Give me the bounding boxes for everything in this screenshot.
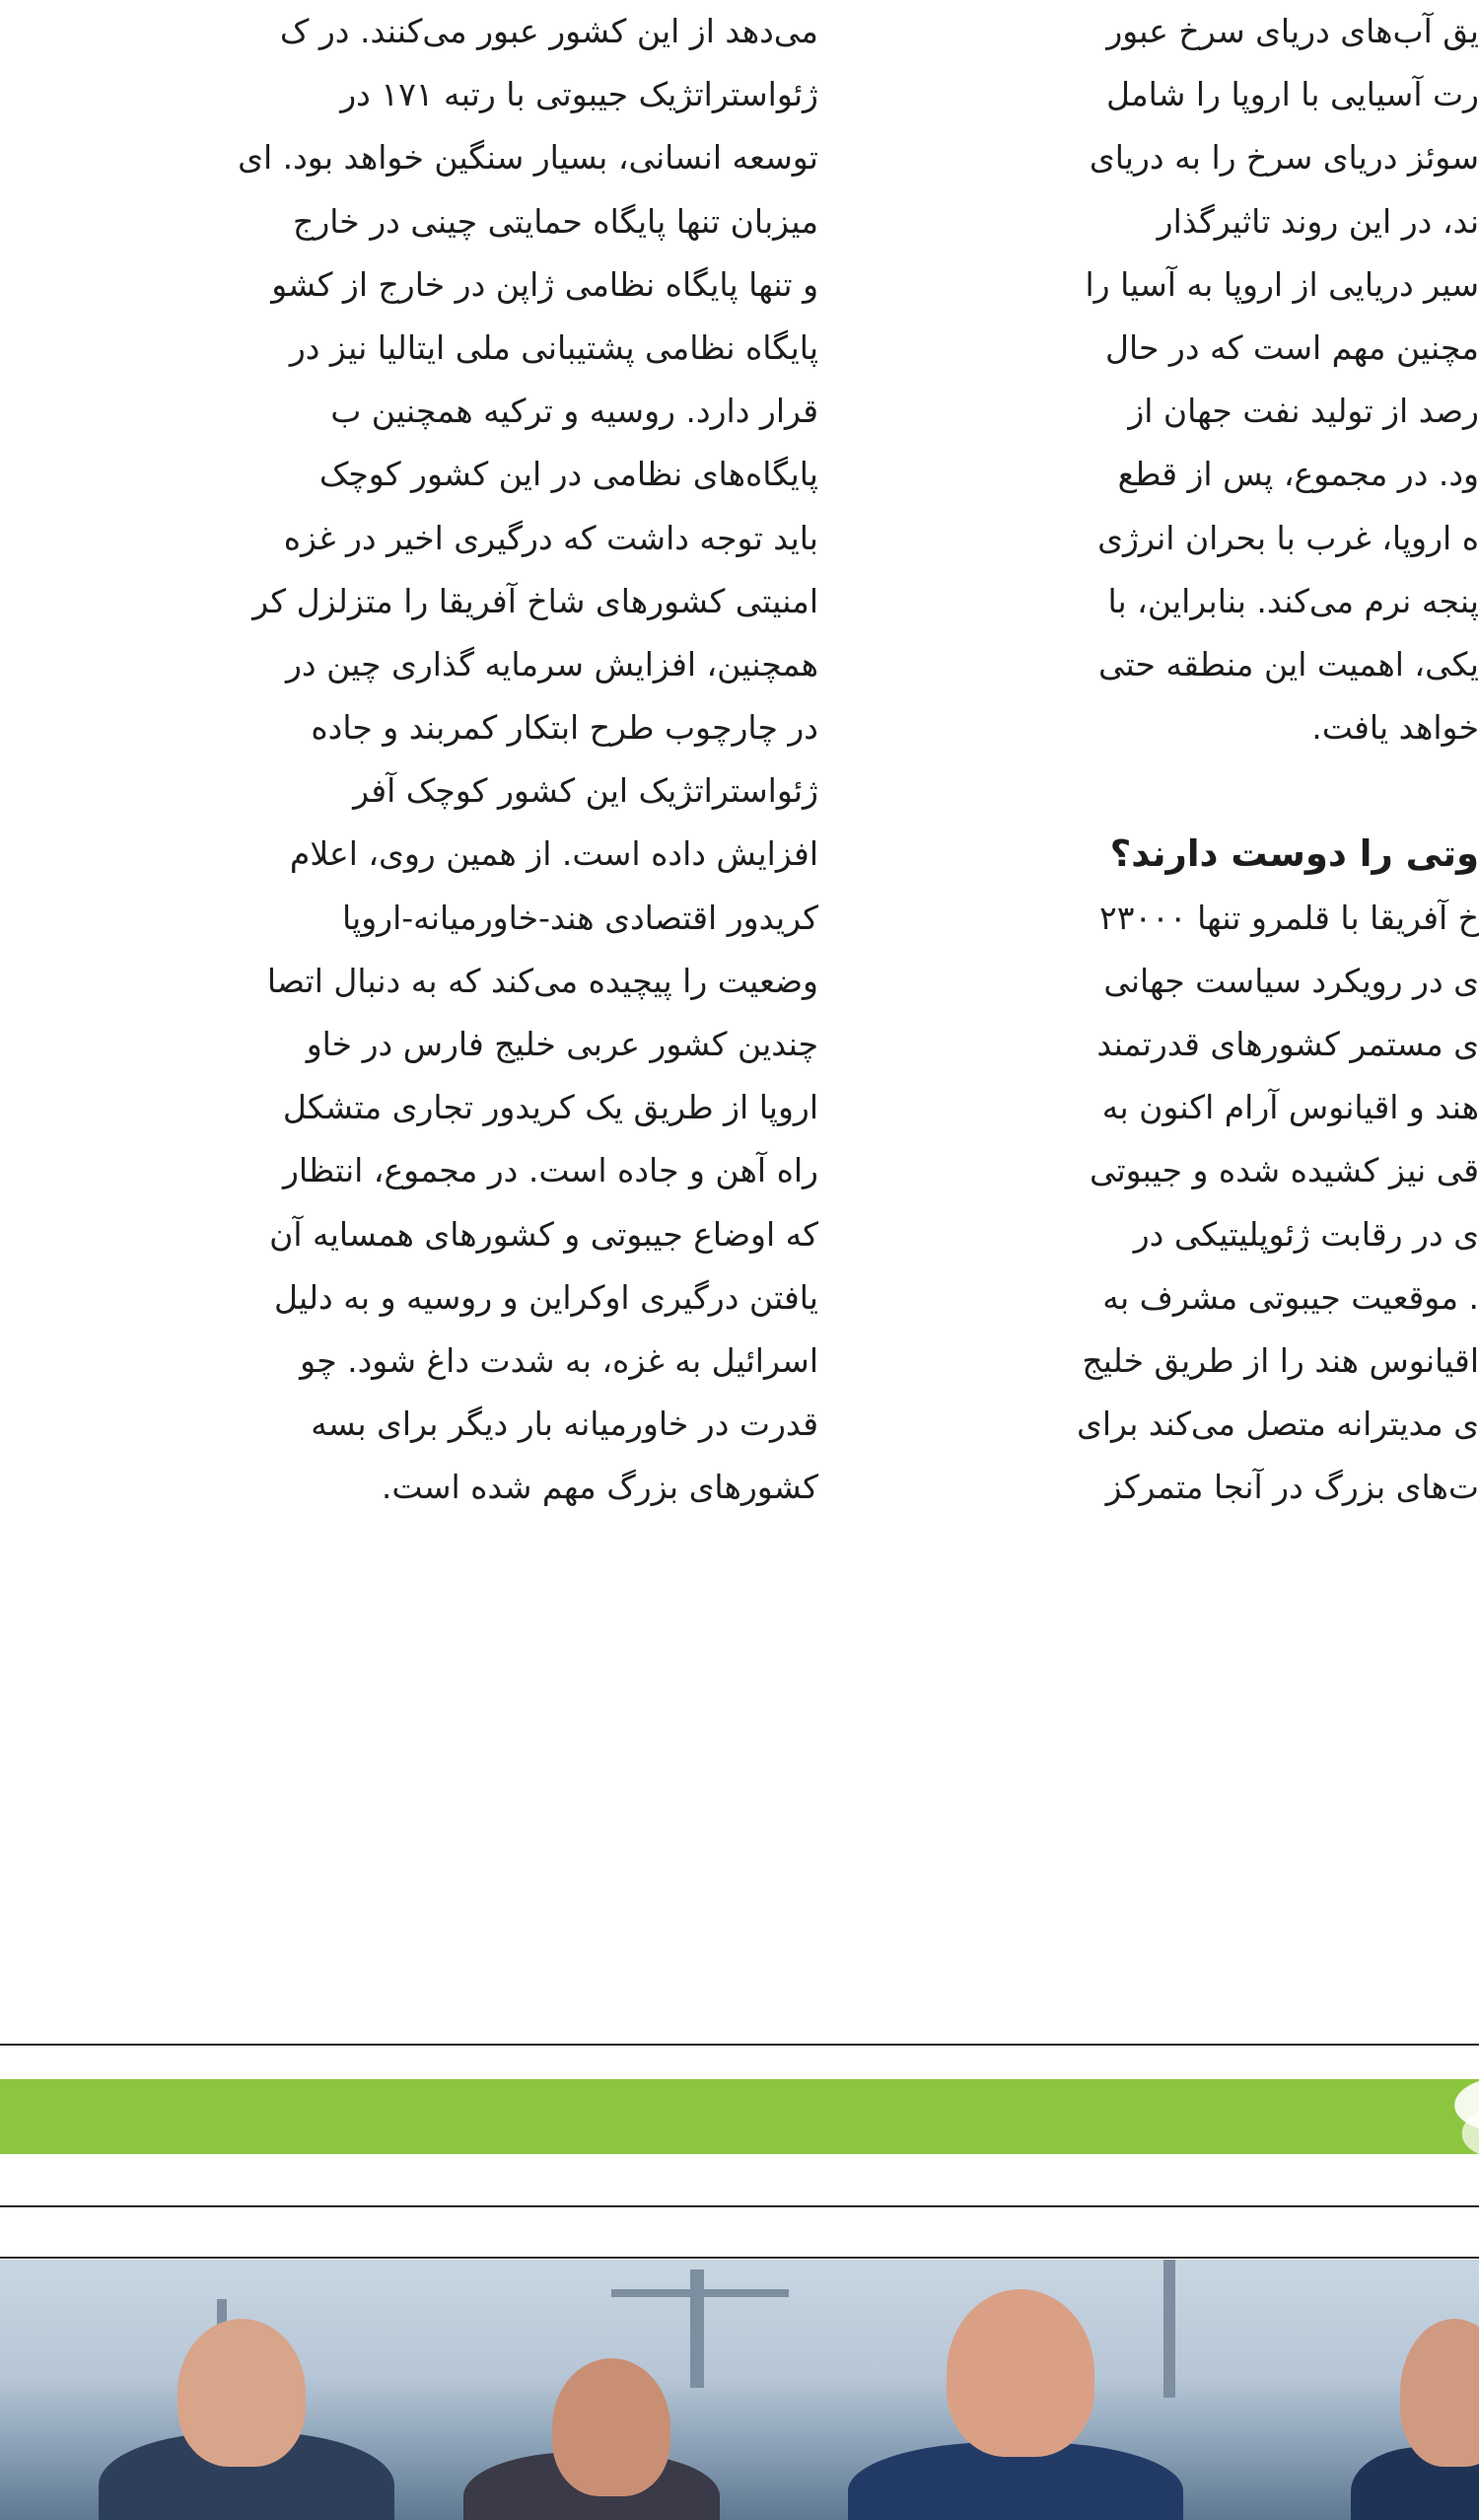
section-banner xyxy=(0,2079,1479,2154)
text-line: یکی، اهمیت این منطقه حتی xyxy=(1098,644,1479,684)
text-line: رت آسیایی با اروپا را شامل xyxy=(1106,75,1479,114)
news-photo xyxy=(0,2260,1479,2520)
text-line: ود. در مجموع، پس از قطع xyxy=(1117,455,1479,494)
text-line: مچنین مهم است که در حال xyxy=(1104,327,1479,367)
text-line: خواهد یافت. xyxy=(1311,708,1479,748)
section-heading: وتی را دوست دارند؟ xyxy=(1109,832,1479,876)
text-line: هند و اقیانوس آرام اکنون به xyxy=(1101,1088,1479,1127)
text-line: اسرائیل به غزه، به شدت داغ شود. چو xyxy=(300,1340,818,1380)
text-line: رصد از تولید نفت جهان از xyxy=(1128,392,1479,431)
text-line: میزبان تنها پایگاه حمایتی چینی در خارج xyxy=(293,201,818,241)
text-line: توسعه انسانی، بسیار سنگین خواهد بود. ای xyxy=(238,138,818,178)
text-line: سوئز دریای سرخ را به دریای xyxy=(1089,138,1479,178)
text-line: که اوضاع جیبوتی و کشورهای همسایه آن xyxy=(269,1214,818,1254)
text-line: راه آهن و جاده است. در مجموع، انتظار xyxy=(282,1151,818,1190)
text-line: افزایش داده است. از همین روی، اعلام xyxy=(289,834,818,874)
text-line: قدرت در خاورمیانه بار دیگر برای بسه xyxy=(311,1404,818,1444)
text-line: پایگاه‌های نظامی در این کشور کوچک xyxy=(318,455,818,494)
photo-top-rule xyxy=(0,2257,1479,2259)
text-line: ژئواستراتژیک جیبوتی با رتبه ۱۷۱ در xyxy=(340,75,818,114)
top-rule xyxy=(0,2044,1479,2046)
text-line: ی در رویکرد سیاست جهانی xyxy=(1103,961,1479,1000)
bottom-rule xyxy=(0,2205,1479,2207)
text-line: در چارچوب طرح ابتکار کمربند و جاده xyxy=(311,708,818,748)
text-line: باید توجه داشت که درگیری اخیر در غزه xyxy=(283,518,818,557)
text-line: ی مستمر کشورهای قدرتمند xyxy=(1096,1025,1479,1063)
text-line: سیر دریایی از اروپا به آسیا را xyxy=(1085,264,1479,304)
text-line: خ آفریقا با قلمرو تنها ۲۳۰۰۰ xyxy=(1098,898,1479,937)
text-line: یق آب‌های دریای سرخ عبور xyxy=(1106,12,1479,50)
text-line: همچنین، افزایش سرمایه گذاری چین در xyxy=(285,644,818,684)
text-line: پنجه نرم می‌کند. بنابراین، با xyxy=(1107,581,1479,620)
text-line: امنیتی کشورهای شاخ آفریقا را متزلزل کر xyxy=(252,581,818,620)
text-line: پایگاه نظامی پشتیبانی ملی ایتالیا نیز در xyxy=(289,327,818,367)
text-line: ی در رقابت ژئوپلیتیکی در xyxy=(1133,1214,1479,1254)
text-line: و تنها پایگاه نظامی ژاپن در خارج از کشو xyxy=(271,264,818,304)
text-line: ه اروپا، غرب با بحران انرژی xyxy=(1097,518,1479,557)
text-line: کریدور اقتصادی هند-خاورمیانه-اروپا xyxy=(341,898,818,937)
text-line: قی نیز کشیده شده و جیبوتی xyxy=(1089,1151,1479,1190)
text-line: قرار دارد. روسیه و ترکیه همچنین ب xyxy=(330,392,818,431)
text-line: اروپا از طریق یک کریدور تجاری متشکل xyxy=(282,1088,818,1127)
text-line: وضعیت را پیچیده می‌کند که به دنبال اتصا xyxy=(266,961,818,1000)
text-line: اقیانوس هند را از طریق خلیج xyxy=(1082,1340,1479,1380)
text-line: ژئواستراتژیک این کشور کوچک آفر xyxy=(353,771,818,811)
text-line: کشورهای بزرگ مهم شده است. xyxy=(381,1468,818,1507)
text-line: یافتن درگیری اوکراین و روسیه و به دلیل xyxy=(274,1277,818,1317)
text-line: ت‌های بزرگ در آنجا متمرکز xyxy=(1105,1468,1479,1507)
leaf-logo-icon xyxy=(1440,2071,1479,2162)
article-column-right xyxy=(912,0,1479,1520)
text-line: . موقعیت جیبوتی مشرف به xyxy=(1102,1277,1479,1317)
text-line: چندین کشور عربی خلیج فارس در خاو xyxy=(306,1025,818,1063)
text-line: ی مدیترانه متصل می‌کند برای xyxy=(1077,1404,1479,1444)
text-line: ند، در این روند تاثیرگذار xyxy=(1157,201,1479,241)
article-column-left xyxy=(0,0,818,1520)
text-line: می‌دهد از این کشور عبور می‌کنند. در ک xyxy=(279,12,818,50)
paragraph-gap xyxy=(912,759,1479,823)
